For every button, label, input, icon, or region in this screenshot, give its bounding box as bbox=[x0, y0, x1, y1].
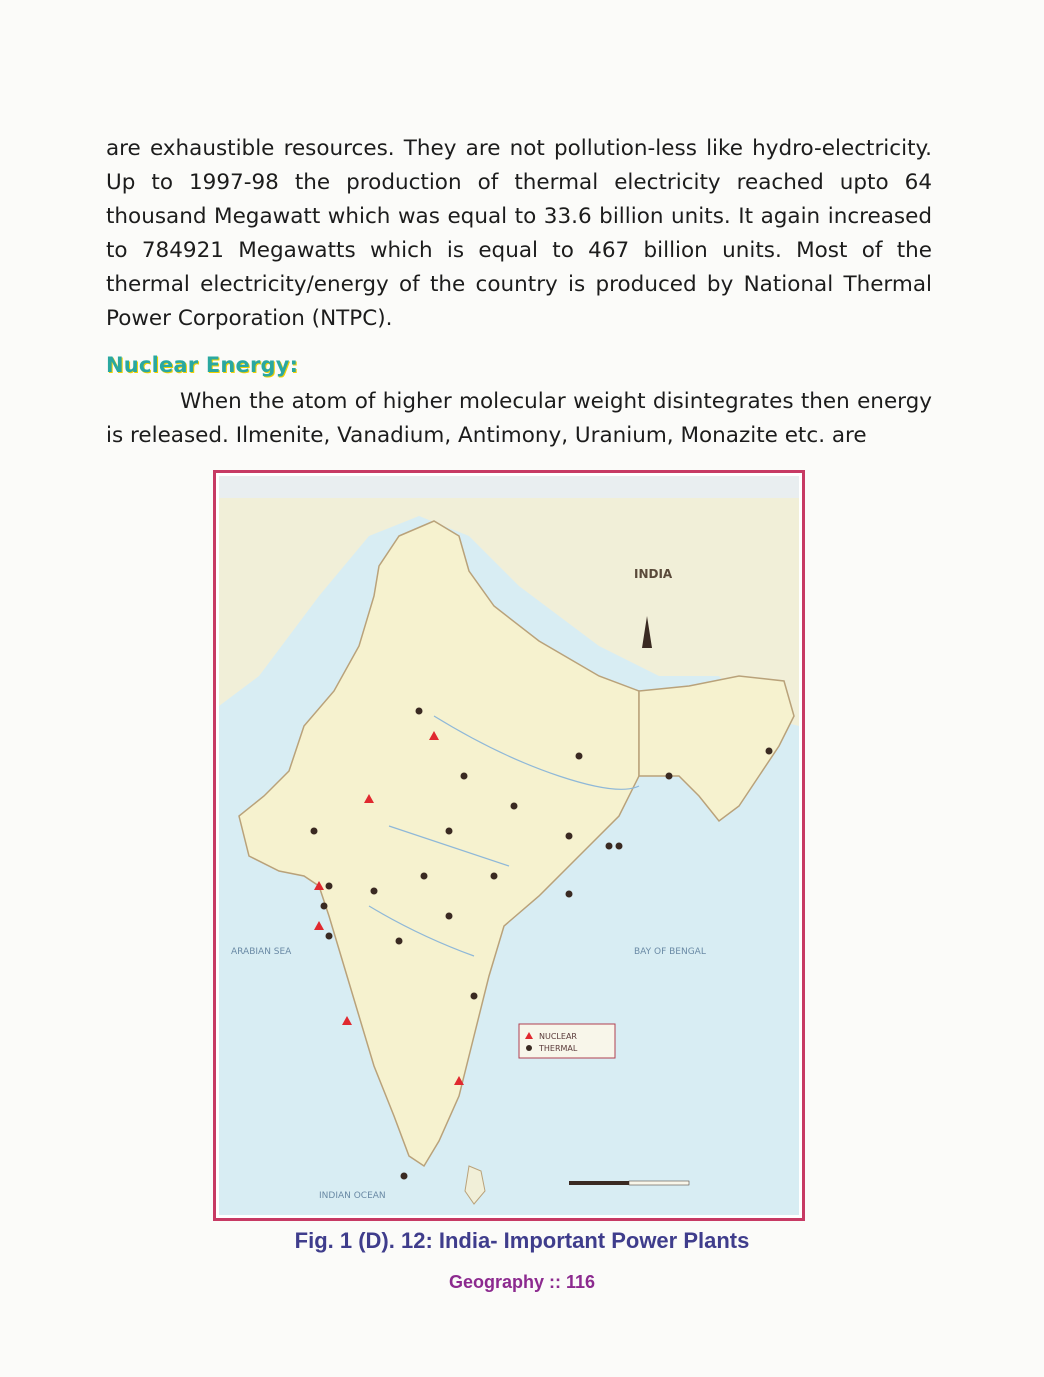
map-legend bbox=[519, 1024, 615, 1058]
map-top-margin bbox=[219, 476, 799, 498]
section-heading-nuclear-energy: Nuclear Energy: bbox=[106, 353, 299, 377]
indian-ocean-label: INDIAN OCEAN bbox=[319, 1191, 386, 1201]
map-title: INDIA bbox=[634, 567, 673, 581]
arabian-sea-label: ARABIAN SEA bbox=[231, 947, 292, 957]
legend-thermal-icon bbox=[526, 1045, 532, 1051]
paragraph-nuclear-energy: When the atom of higher molecular weight disintegrates then energy is released. Ilmenite, Vanadium, Antimony, Uranium, Monazite etc. are bbox=[106, 389, 932, 448]
bay-of-bengal-label: BAY OF BENGAL bbox=[634, 947, 706, 957]
paragraph-thermal-energy: are exhaustible resources. They are not pollution-less like hydro-electricity. Up to 1997-98 the production of thermal electricity reached upto 64 thousand Megawatt which was equal to 33.6 billion units. It again increased to 784921 Megawatts which is equal to 467 billion units. Most of the thermal electricity/energy of the country is produced by National Thermal Power Corporation (NTPC). bbox=[106, 136, 932, 331]
map-illustration bbox=[219, 476, 799, 1215]
india-power-plants-map bbox=[213, 470, 805, 1221]
legend-thermal-label: THERMAL bbox=[539, 1044, 578, 1053]
legend-nuclear-label: NUCLEAR bbox=[539, 1032, 577, 1041]
map-scale-bar bbox=[569, 1181, 689, 1185]
page-footer: Geography :: 116 bbox=[448, 1272, 596, 1292]
figure-caption: Fig. 1 (D). 12: India- Important Power Plants bbox=[294, 1228, 750, 1253]
